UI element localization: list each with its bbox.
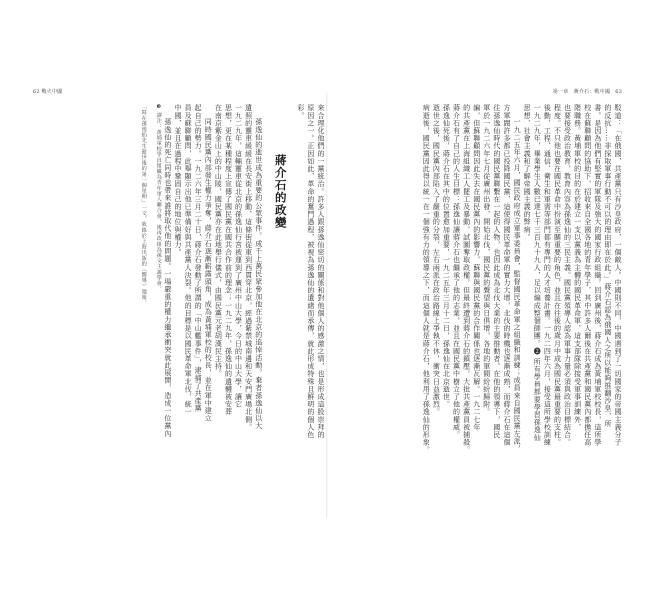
text-column: 後勤、工程、通信、衛生和軍需等部門都有專門的人才培養計畫。一九二四年六月，接受這所學校訓練 bbox=[543, 104, 552, 446]
text-column: 病逝後，國民黨因此得以統一在一個強有力的領導之下，而這個人就是蔣介石，他利用了孫逸仙的形象。 bbox=[422, 104, 431, 454]
text-column: 一九二九年，畢業學生人數已達七千三百九十九人，足以編成整個師團。❷ 所有學員都要學習孫逸仙 bbox=[533, 104, 542, 442]
text-column: 彩。 bbox=[296, 104, 305, 120]
left-text-columns bbox=[33, 104, 325, 514]
right-page bbox=[330, 89, 622, 514]
text-column: 也要接受政治教育，教育內容為孫逸仙的三民主義。國民黨領導人認為軍事力量必須與政治目標結合。 bbox=[563, 104, 572, 446]
text-column: 軍於一九二六年七月從廣州出發，開始北伐，國民黨的聲望與日俱增，各地的軍閥紛紛歸附。 bbox=[482, 104, 491, 416]
text-column: 逝世之後，國民黨內部陷入了嚴重的分裂，左右兩派在政治路線上爭執不休，衝突日益激烈。 bbox=[432, 104, 441, 416]
text-column: 在南京紫金山上的中山陵，國民黨亦在此地舉行儀式，由國民黨元老胡漢民主持。 bbox=[214, 104, 223, 378]
text-column: 起自己的勢力。一九二六年三月二十日，蔣介石發動了所謂的「中山艦事件」，逮捕了共產黨 bbox=[194, 104, 203, 413]
text-column: 方軍閥許多都已投降國民黨，這使得國民革命軍的實力大增，北伐的時機也逐漸成熟，而蔣介石在這個 bbox=[502, 104, 511, 446]
text-column: 來合理化他們的一黨統治。許多人跟孫逸仙密切的關係和對他個人的感激之情，也是形成這股崇拜的 bbox=[317, 104, 325, 439]
text-column: 一九二九年，這輛靈車從北京的孫逸仙行宮被運到了廣州中山大學，今日的中山大學，讓它 bbox=[234, 104, 243, 408]
text-column: 階職務。黃埔軍校的目的在於建立一支以黨義為主體的國民革命軍，這支部隊除接受軍事訓練外， bbox=[573, 104, 582, 431]
text-column: 往孫逸仙時代的國民黨聯繫在一起的人物，也因此成為北伐大業的主要推動者。在他的領導下，國民 bbox=[492, 104, 501, 439]
text-column: 思想，更在某種程度上宣傳了國民黨在國共合作前的理念；一九二九年，孫逸仙的遺體被安葬 bbox=[224, 104, 233, 416]
left-running-head: 62 戰火中國 bbox=[33, 89, 63, 95]
text-column: 孫逸仙的逝世成為重要的公眾事件。成千上萬民眾參加他在北京的追悼活動，棄者孫逸仙以大 bbox=[254, 118, 263, 430]
text-column: 一九二五年六月，國民政府成立軍事委員會，監督國民革命軍之組織和訓練；成員來自國民黨左派， bbox=[513, 118, 522, 453]
text-column: 駁道：「在俄國，共產黨只有沙皇政府，一個敵人。中國則不同，中國遇到了一切國家的帝國主義分子 bbox=[614, 104, 622, 446]
book-gutter bbox=[326, 92, 328, 518]
text-column: 書。是因為他們有堅實的軍隊及強大的國家行政組織。回到廣州後，蔣介石成為黃埔軍校校長，這所學 bbox=[593, 104, 602, 446]
text-column: 思想、社會主義和了解帝國主義的弊病。 bbox=[523, 104, 532, 241]
text-column: 蔣介石有了自己的人生目標：孫逸仙讓蔣介石也繼承了他的志業，並且在國民黨中樹立了他的權威。 bbox=[452, 104, 461, 439]
text-column: 孫逸仙死後，蔣介石在其中的位置愈加重要，一九二五年三月十二日，孫逸仙在北京逝世。 bbox=[442, 104, 451, 408]
text-column: 校在蘇聯顧問的協助下，招收來自全國各地的青年學子，其中許多人爾後在共產黨和國民黨內都擔任高 bbox=[583, 104, 592, 446]
text-column: 中國，並且在過程中鞏固自己的地位與權力。 bbox=[173, 104, 182, 256]
text-column: 孫逸仙的死亡同時也帶來誰將取代他的問題。一場嚴重的權力繼承衝突就此展開，造成一位黨內 bbox=[163, 118, 172, 438]
section-heading: 蔣介石的政變 bbox=[273, 154, 288, 229]
footnote: ❸ 譯注：黃埔軍校學員組織為青年軍人聯合會，後再改組為孫文主義學會。 bbox=[155, 104, 162, 292]
text-column: 員及蘇聯顧問，此舉顯示出他已準備好與共產黨人決裂。他的目標是以國民革命軍北伐，統一 bbox=[184, 104, 193, 416]
text-column: 原因之一。正因如此，革命的奮鬥過程，被視為孫逸仙的遺緒而承傳，就此形成特殊且鮮明的個人色 bbox=[306, 104, 315, 439]
text-column: 的反抗……非採取軍事行動不可以的理由即在於此。」蔣介石認為俄國人之所以能夠推翻沙皇，所 bbox=[603, 104, 612, 428]
left-page bbox=[33, 89, 325, 514]
text-column: 的共產黨在上海組織工人罷工及暴動，試圖奪取政權，但最終遭到蔣介石的鎮壓，大批共產黨員被捕殺。 bbox=[462, 104, 471, 454]
text-column: 遺照的靈車緩緩在長安街上移動，這條街從東到西貫穿北京，經過紫禁城南邊和天安門廣場北側。 bbox=[244, 104, 253, 431]
footnote: 「寫在孫逸仙先生逝世後的第一個星期」一文，收錄於上海出版的《嚮導》週報。 bbox=[140, 104, 147, 306]
text-column: 同時國民黨內部發生權力爭奪，蔣介石逐漸嶄露頭角，成為黃埔軍校的校長，並在軍中建立 bbox=[204, 118, 213, 422]
right-running-head: 第一章 蔣介石：戰中國 63 bbox=[552, 89, 622, 95]
text-column: 編，但蘇聯顧問因此失去在國民黨內的影響力，蘇聯與國民黨的合作關係也逐漸瓦解。一九二七年 bbox=[472, 104, 481, 431]
text-column: 程度。不只他也要在國民革命中扮演至關重要的角色，並且在往後的歲月中成為國民黨最重要的支柱。 bbox=[553, 104, 562, 446]
right-text-columns bbox=[330, 104, 622, 514]
